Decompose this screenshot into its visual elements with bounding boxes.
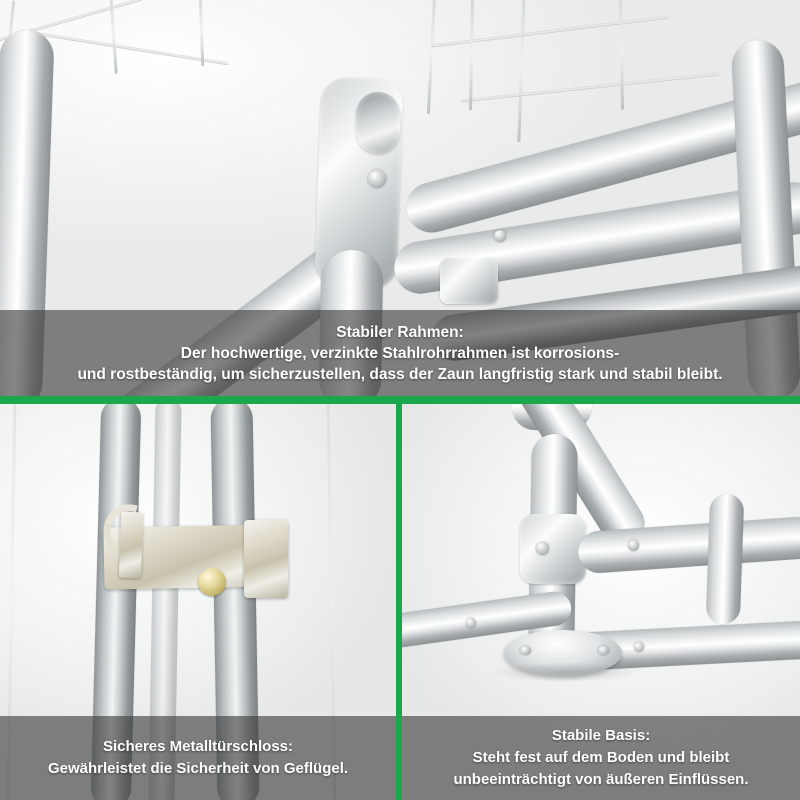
tube-rivet-icon bbox=[494, 230, 506, 242]
mesh-wire bbox=[109, 0, 118, 74]
tube-rivet-icon bbox=[628, 540, 639, 551]
mesh-wire bbox=[619, 0, 624, 110]
caption-base-line3: unbeeinträchtigt von äußeren Einflüssen. bbox=[453, 771, 749, 788]
caption-lock-title: Sicheres Metalltürschloss: bbox=[102, 738, 294, 755]
ground-shadow bbox=[492, 662, 642, 682]
caption-frame bbox=[0, 310, 800, 396]
caption-lock-line2: Gewährleistet die Sicherheit von Geflügel. bbox=[47, 760, 349, 777]
caption-base-line2: Steht fest auf dem Boden und bleibt bbox=[472, 749, 730, 766]
connector-bolt-icon bbox=[536, 542, 549, 555]
door-latch-keeper bbox=[244, 520, 288, 598]
frame-connector-socket bbox=[356, 92, 400, 154]
door-latch-arm bbox=[119, 512, 143, 579]
tube-bracket bbox=[440, 258, 498, 304]
tube-rivet-icon bbox=[634, 642, 644, 652]
caption-base-title: Stabile Basis: bbox=[551, 727, 651, 744]
steel-post-vertical-right bbox=[706, 493, 745, 624]
mesh-wire bbox=[431, 15, 670, 47]
divider-horizontal bbox=[0, 396, 800, 404]
tube-rivet-icon bbox=[466, 618, 476, 628]
mesh-wire bbox=[517, 0, 525, 142]
caption-frame-line2: Der hochwertige, verzinkte Stahlrohrrahmen ist korrosions- bbox=[180, 344, 620, 362]
caption-lock bbox=[0, 716, 396, 800]
caption-base bbox=[402, 716, 800, 800]
caption-frame-line3: und rostbeständig, um sicherzustellen, dass der Zaun langfristig stark und stabil bleibt. bbox=[77, 365, 723, 383]
connector-bolt-icon bbox=[368, 170, 386, 188]
mesh-wire bbox=[199, 0, 204, 66]
mesh-wire bbox=[461, 72, 720, 102]
door-latch-bolt-icon bbox=[198, 568, 226, 596]
base-plate-hole-icon bbox=[598, 646, 609, 655]
caption-frame-title: Stabiler Rahmen: bbox=[336, 323, 464, 341]
frame-tee-connector bbox=[520, 514, 586, 584]
mesh-wire bbox=[469, 0, 474, 110]
base-plate-hole-icon bbox=[520, 646, 531, 655]
mesh-wire bbox=[427, 0, 436, 114]
